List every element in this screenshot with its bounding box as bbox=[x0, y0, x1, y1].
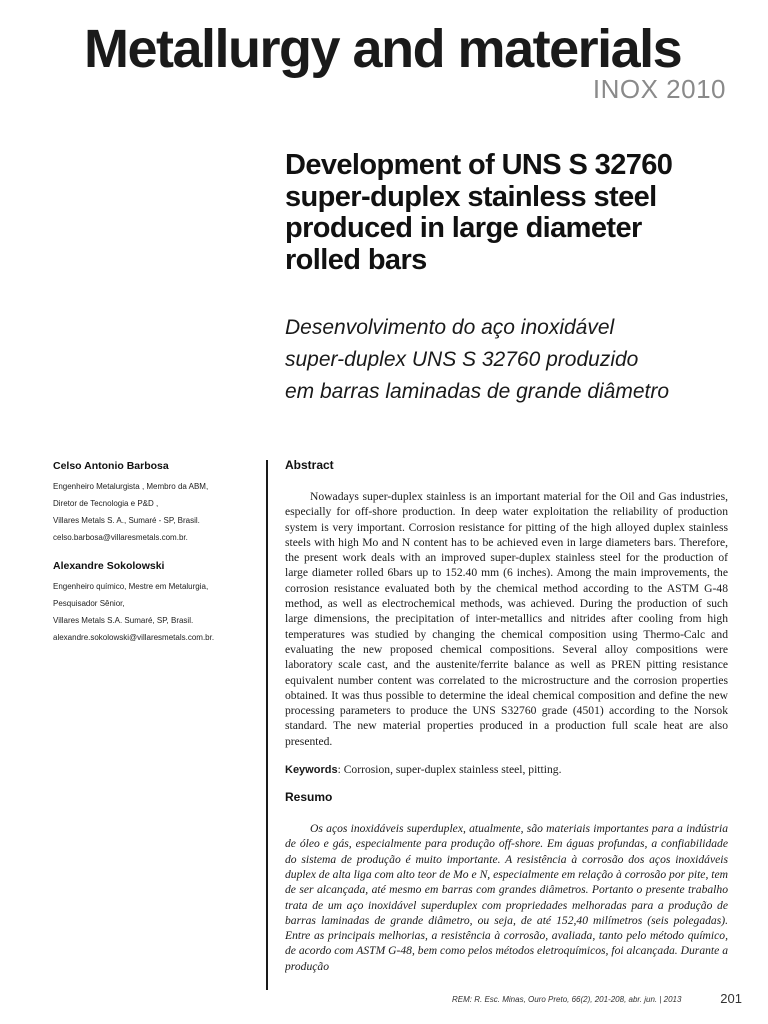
author-list bbox=[53, 460, 258, 660]
author-affiliation: Engenheiro químico, Mestre em Metalurgia, bbox=[53, 582, 209, 591]
page-number: 201 bbox=[720, 991, 742, 1006]
author-email[interactable]: alexandre.sokolowski@villaresmetals.com.br. bbox=[53, 633, 215, 642]
resumo-text: Os aços inoxidáveis superduplex, atualmente, são materiais importantes para a indústria de óleo e gás, especialmente para produção off-shore. Em águas profundas, a confiabilidade do sistema de produção é muito importante. A resistência à corrosão dos aços inoxidáveis duplex de alta liga com alto teor de Mo e N, especialmente em relação à corrosão por pite, tem de ser alcançada, até mesmo em barras com grandes diâmetros. Portanto o presente trabalho trata de um aço inoxidável superduplex com propriedades melhoradas para a produção de barras laminadas de grande diâmetro, ou seja, de até 152,40 milímetros (seis polegadas). Entre as principais melhorias, a resistência à corrosão, avaliada, tanto pelo método químico, de acordo com ASTM G-48, bem como pelos métodos eletroquímicos, foi alcançada. Durante a produção bbox=[285, 822, 728, 973]
title-line: rolled bars bbox=[285, 243, 427, 276]
column-divider bbox=[266, 460, 268, 990]
portuguese-title bbox=[285, 312, 745, 408]
title-line: Development of UNS S 32760 bbox=[285, 149, 673, 181]
journal-title: Metallurgy and materials bbox=[84, 19, 682, 79]
abstract-heading: Abstract bbox=[285, 458, 334, 472]
journal-edition: INOX 2010 bbox=[592, 74, 726, 104]
author-affiliation: Diretor de Tecnologia e P&D , bbox=[53, 499, 159, 508]
author-email[interactable]: celso.barbosa@villaresmetals.com.br. bbox=[53, 533, 188, 542]
pt-title-line: em barras laminadas de grande diâmetro bbox=[285, 380, 670, 403]
author-name: Alexandre Sokolowski bbox=[53, 560, 165, 572]
article-body bbox=[285, 458, 728, 975]
author-affiliation: Pesquisador Sênior, bbox=[53, 599, 125, 608]
author-block bbox=[53, 560, 258, 646]
keywords-label: Keywords bbox=[285, 764, 338, 777]
author-affiliation: Engenheiro Metalurgista , Membro da ABM, bbox=[53, 482, 209, 491]
keywords bbox=[285, 763, 728, 776]
pt-title-line: super-duplex UNS S 32760 produzido bbox=[285, 348, 639, 371]
footer-citation: REM: R. Esc. Minas, Ouro Preto, 66(2), 201-208, abr. jun. | 2013 bbox=[452, 995, 682, 1004]
pt-title-line: Desenvolvimento do aço inoxidável bbox=[285, 316, 615, 339]
resumo-heading: Resumo bbox=[285, 790, 333, 805]
keywords-text: : Corrosion, super-duplex stainless steel, pitting. bbox=[337, 763, 562, 777]
article-title bbox=[285, 150, 735, 276]
author-name: Celso Antonio Barbosa bbox=[53, 460, 169, 472]
title-line: super-duplex stainless steel bbox=[285, 180, 657, 213]
title-line: produced in large diameter bbox=[285, 212, 642, 244]
author-affiliation: Villares Metals S. A., Sumaré - SP, Brasil. bbox=[53, 516, 200, 525]
abstract-text: Nowadays super-duplex stainless is an important material for the Oil and Gas industries, especially for off-shore production. In deep water exploitation the reliability of production system is very important. Corrosion resistance for pitting of the high alloyed duplex stainless steels with high Mo and N content has to be achieved even in large diameters bars. Therefore, the present work deals with an improved super-duplex stainless steel for the production of large diameter rolled 6bars up to 152.40 mm (6 inches). Among the main improvements, the corrosion resistance evaluated both by the chemical method according to the ASTM G-48 method, as well as electrochemical methods, was achieved. During the production of such large dimensions, the precipitation of inter-metallics and nitrides after cooling from high temperatures was studied by changing the chemical composition using Thermo-Calc and evaluating the new proposed chemical compositions. Several alloy compositions were laboratory scale cast, and the austenite/ferrite balance as well as PREN pitting resistance equivalent number content was correlated to the microstructure and the corrosion properties obtained. It was thus possible to determine the ideal chemical composition and define the new processing parameters to produce the UNS S32760 grade (4501) according to the Norsok standard. The new material properties produced in a production full scale heat are also presented. bbox=[285, 490, 728, 748]
page-footer bbox=[452, 991, 748, 1006]
author-affiliation: Villares Metals S.A. Sumaré, SP, Brasil. bbox=[53, 616, 194, 625]
author-block bbox=[53, 460, 258, 546]
